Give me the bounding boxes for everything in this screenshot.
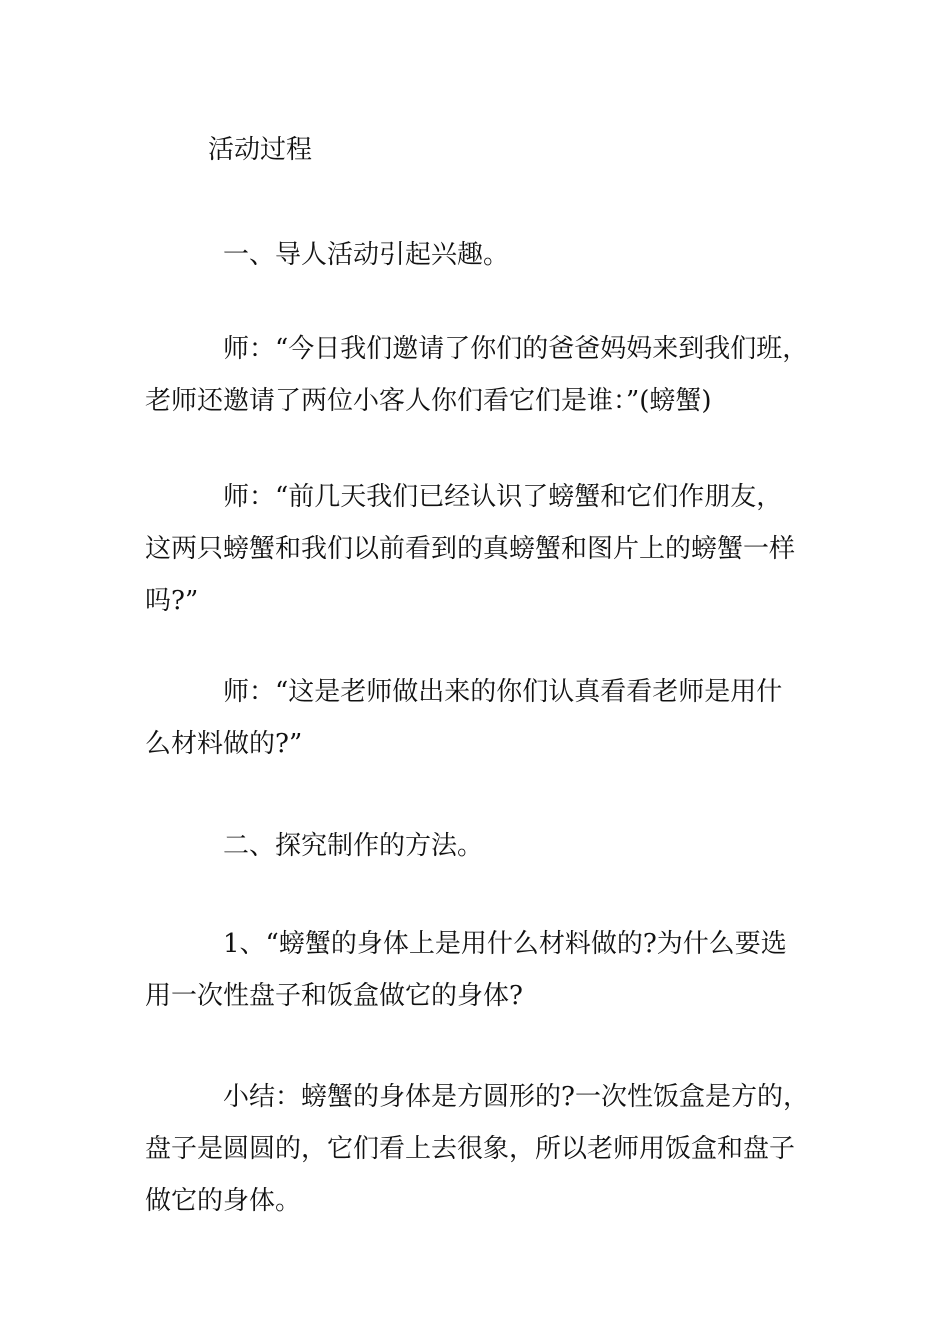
teacher-quote-2 bbox=[145, 471, 835, 627]
text-line: 1、“螃蟹的身体上是用什么材料做的?为什么要选 bbox=[223, 929, 787, 959]
text-line: 师：“今日我们邀请了你们的爸爸妈妈来到我们班， bbox=[223, 334, 809, 364]
text-line: 这两只螃蟹和我们以前看到的真螃蟹和图片上的螃蟹一样 bbox=[145, 534, 796, 564]
teacher-quote-3 bbox=[145, 666, 835, 770]
section-one-title bbox=[145, 229, 835, 281]
activity-process-heading: 活动过程 bbox=[208, 135, 313, 165]
text-line: 吗?” bbox=[145, 586, 199, 616]
text-line: 用一次性盘子和饭盒做它的身体? bbox=[145, 981, 523, 1011]
text-line: 师：“前几天我们已经认识了螃蟹和它们作朋友， bbox=[223, 482, 783, 512]
question-1 bbox=[145, 918, 835, 1022]
text-line: 么材料做的?” bbox=[145, 729, 303, 759]
text-line: 老师还邀请了两位小客人你们看它们是谁：”(螃蟹) bbox=[145, 386, 712, 416]
text-line: 师：“这是老师做出来的你们认真看看老师是用什 bbox=[223, 677, 783, 707]
text-line: 二、探究制作的方法。 bbox=[223, 831, 484, 861]
text-line: 盘子是圆圆的，它们看上去很象，所以老师用饭盒和盘子 bbox=[145, 1134, 796, 1164]
text-line: 做它的身体。 bbox=[145, 1186, 302, 1216]
summary bbox=[145, 1071, 835, 1227]
text-line: 小结：螃蟹的身体是方圆形的?一次性饭盒是方的， bbox=[223, 1082, 809, 1112]
text-line: 一、导人活动引起兴趣。 bbox=[223, 240, 510, 270]
teacher-quote-1 bbox=[145, 323, 835, 427]
section-two-title bbox=[145, 820, 835, 872]
